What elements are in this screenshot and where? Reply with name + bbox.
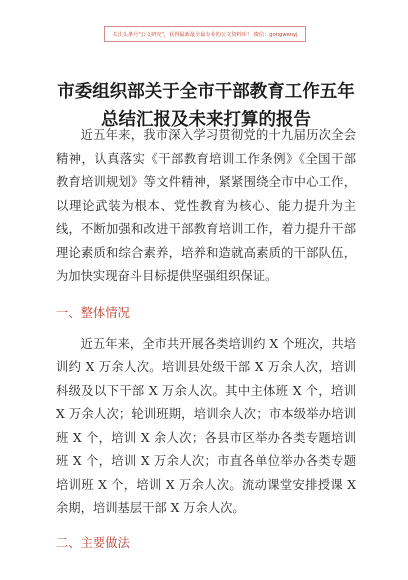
document-title: 市委组织部关于全市干部教育工作五年总结汇报及未来打算的报告	[57, 82, 355, 130]
intro-paragraph: 近五年来，我市深入学习贯彻党的十九届历次全会精神，认真落实《干部教育培训工作条例》《全国干部教育培训规划》等文件精神，紧紧围绕全市中心工作，以理论武装为根本、党性教育为核心、能力提升为主线，不断加强和改进干部教育培训工作，着力提升干部理论素质和综合素养，培养和造就高素质的干部队伍，为加快实现奋斗目标提供坚强组织保证。	[56, 128, 356, 283]
promo-banner: 关注头条号"公文研究"，获得最新最全最专业的公文资料库！ 微信：gongwenyj	[104, 26, 306, 42]
section-heading-overview: 一、整体情况	[56, 305, 130, 320]
section-heading-practices: 二、主要做法	[56, 535, 130, 550]
document-body	[56, 124, 356, 563]
overview-paragraph: 近五年来，全市共开展各类培训约 X 个班次，共培训约 X 万余人次。培训县处级干部 X 万余人次，培训科级及以下干部 X 万余人次。其中主体班 X 个，培训 X 万余人次；轮训班期，培训余人次；市本级举办培训班 X 个，培训 X 余人次；各县市区举办各类专题培训班 X 个，培训 X 万余人次；市直各单位举办各类专题培训班 X 个，培训 X 万余人次。流动课堂安排授课 X 余期，培训基层干部 X 万余人次。	[56, 336, 356, 515]
